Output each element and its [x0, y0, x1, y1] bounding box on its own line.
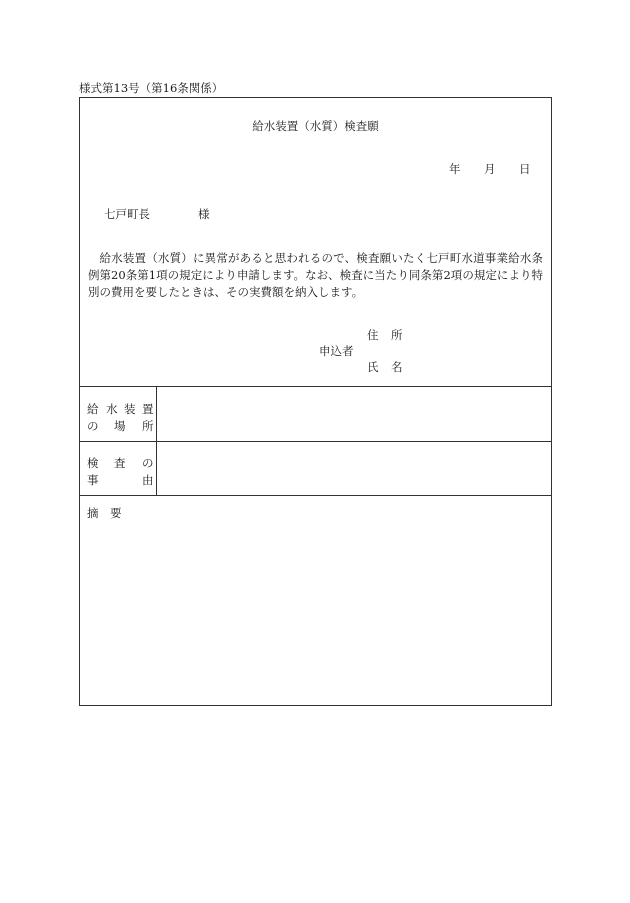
row-label-char: 査 — [114, 456, 126, 470]
addressee: 七戸町長 — [104, 207, 150, 221]
address-label-2: 所 — [391, 328, 403, 342]
label-column-divider — [156, 386, 157, 495]
applicant-label: 申込者 — [319, 344, 354, 358]
name-label-2: 名 — [391, 360, 403, 374]
row-label-char: の — [142, 456, 154, 470]
row-label-char: 事 — [87, 473, 99, 487]
row-divider — [80, 495, 551, 496]
row-label-char: 所 — [142, 419, 154, 433]
address-label-1: 住 — [367, 328, 379, 342]
honorific: 様 — [198, 207, 210, 221]
document-title: 給水装置（水質）検査願 — [252, 119, 379, 133]
row-label-char: 置 — [142, 402, 154, 416]
summary-label-char: 要 — [110, 506, 122, 520]
row-label-char: の — [87, 419, 99, 433]
row-label-char: 検 — [87, 456, 99, 470]
row-label-char: 場 — [114, 419, 126, 433]
application-form — [79, 97, 552, 706]
name-label-1: 氏 — [367, 360, 379, 374]
date-month: 月 — [484, 162, 496, 176]
form-number-label: 様式第13号（第16条関係） — [79, 81, 224, 95]
row-label-char: 水 — [106, 402, 118, 416]
row-label-char: 給 — [87, 402, 99, 416]
date-year: 年 — [449, 162, 461, 176]
summary-label-char: 摘 — [87, 506, 99, 520]
row-label-char: 由 — [142, 473, 154, 487]
row-label-char: 装 — [124, 402, 136, 416]
row-divider — [80, 386, 551, 387]
application-body-text: 給水装置（水質）に異常があると思われるので、検査願いたく七戸町水道事業給水条例第20条第1項の規定により申請します。なお、検査に当たり同条第2項の規定により特別の費用を要したときは、その実費額を納入します。 — [88, 251, 543, 299]
row-divider — [80, 441, 551, 442]
date-day: 日 — [519, 162, 531, 176]
